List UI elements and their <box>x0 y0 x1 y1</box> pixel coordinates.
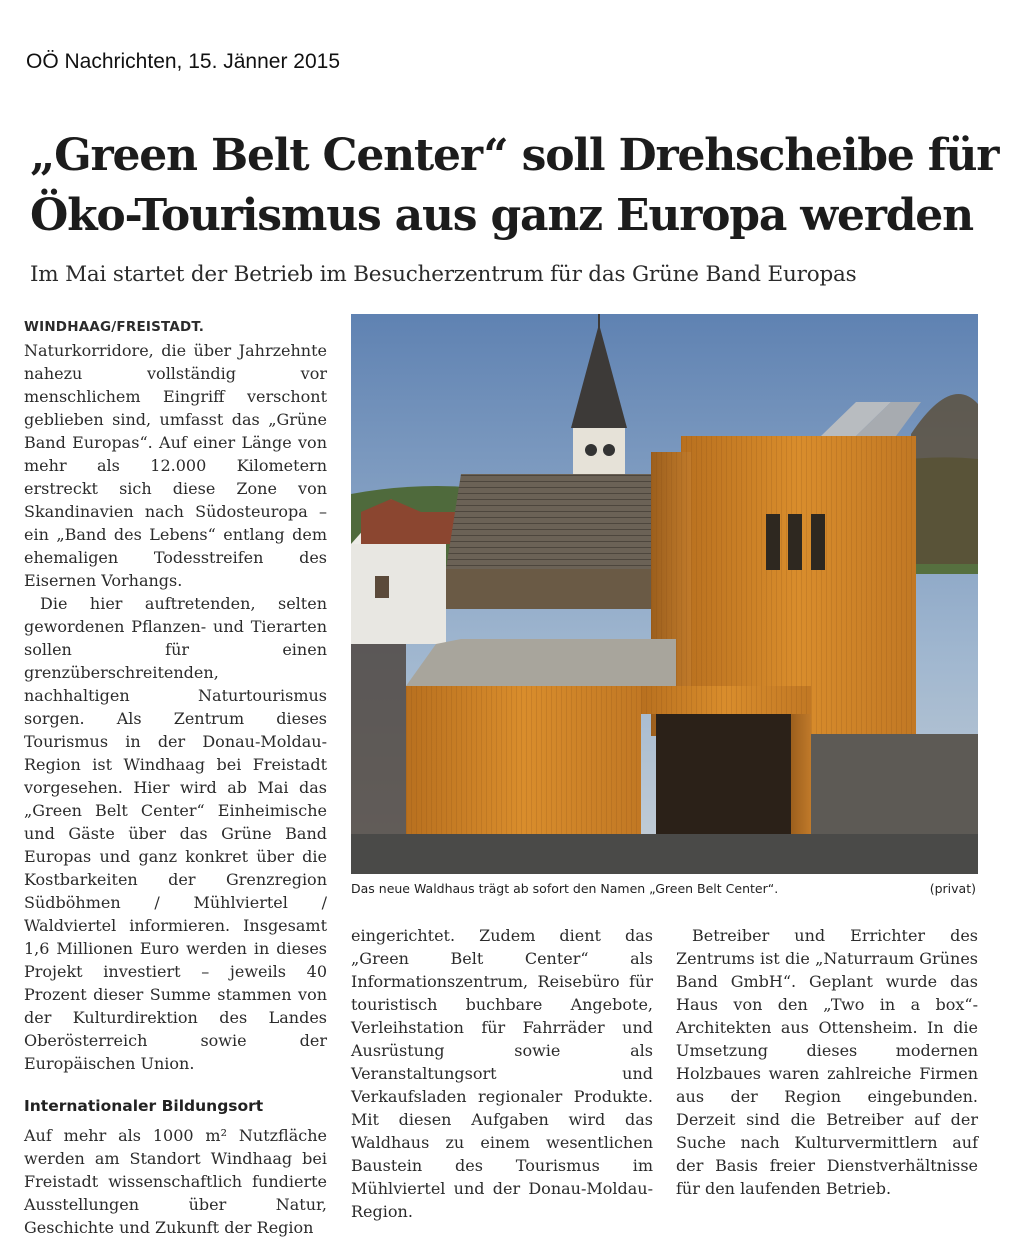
article-column-2 <box>351 924 653 1223</box>
subheadline: Im Mai startet der Betrieb im Besucherzentrum für das Grüne Band Europas <box>30 262 857 287</box>
article-paragraph-2: Die hier auftretenden, selten gewordenen Pflanzen- und Tierarten sollen für einen grenzüberschreitenden, nachhaltigen Naturtourismus sorgen. Als Zentrum dieses Tourismus in der Donau-Moldau-Region ist Windhaag bei Freistadt vorgesehen. Hier wird ab Mai das „Green Belt Center“ Einheimische und Gäste über das Grüne Band Europas und ganz konkret über die Kostbarkeiten der Grenzregion Südböhmen / Mühlviertel / Waldviertel informieren. Insgesamt 1,6 Millionen Euro werden in dieses Projekt investiert – jeweils 40 Prozent dieser Summe stammen von der Kulturdirektion des Landes Oberösterreich sowie der Europäischen Union. <box>24 594 327 1073</box>
source-line: OÖ Nachrichten, 15. Jänner 2015 <box>26 50 341 73</box>
dateline: WINDHAAG/FREISTADT. <box>24 319 205 335</box>
article-paragraph-5: Betreiber und Errichter des Zentrums ist die „Naturraum Grünes Band GmbH“. Geplant wurde das Haus von den „Two in a box“-Architekten aus Ottensheim. In die Umsetzung dieses modernen Holzbaues waren zahlreiche Firmen aus der Region eingebunden. Derzeit sind die Betreiber auf der Suche nach Kulturvermittlern auf der Basis freier Dienstverhältnisse für den laufenden Betrieb. <box>676 926 978 1198</box>
photo-credit: (privat) <box>929 881 976 896</box>
headline <box>30 126 999 246</box>
article-column-3 <box>676 924 978 1200</box>
caption-text: Das neue Waldhaus trägt ab sofort den Namen „Green Belt Center“. <box>351 881 779 896</box>
headline-line-1: „Green Belt Center“ soll Drehscheibe für <box>30 130 999 181</box>
article-paragraph-1 <box>24 314 327 592</box>
section-subheading: Internationaler Bildungsort <box>24 1097 264 1115</box>
article-column-1 <box>24 314 327 1239</box>
article-paragraph-4: eingerichtet. Zudem dient das „Green Belt Center“ als Informationszentrum, Reisebüro für touristisch buchbare Angebote, Verleihstation für Fahrräder und Ausrüstung sowie als Veranstaltungsort und Verkaufsladen regionaler Produkte. Mit diesen Aufgaben wird das Waldhaus zu einem wesentlichen Baustein des Tourismus im Mühlviertel und der Donau-Moldau-Region. <box>351 926 653 1221</box>
photo-caption <box>351 881 978 896</box>
article-photo <box>351 314 978 874</box>
green-belt-center-photo <box>351 314 978 874</box>
headline-line-2: Öko-Tourismus aus ganz Europa werden <box>30 190 973 241</box>
paragraph-1-text: Naturkorridore, die über Jahrzehnte nahezu vollständig vor menschlichem Eingriff verschont geblieben sind, umfasst das „Grüne Band Europas“. Auf einer Länge von mehr als 12.000 Kilometern erstreckt sich diese Zone von Skandinavien nach Südosteuropa – ein „Band des Lebens“ entlang dem ehemaligen Todesstreifen des Eisernen Vorhangs. <box>24 341 327 590</box>
article-paragraph-3: Auf mehr als 1000 m² Nutzfläche werden am Standort Windhaag bei Freistadt wissenschaftlich fundierte Ausstellungen über Natur, Geschichte und Zukunft der Region <box>24 1126 327 1237</box>
